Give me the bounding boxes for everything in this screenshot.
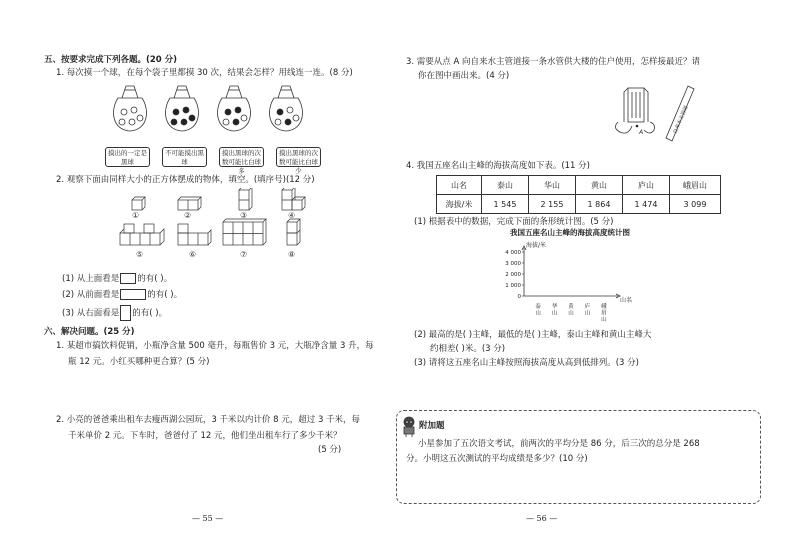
section6-q2-score: (5 分) <box>318 445 342 455</box>
section6-q2-line1: 2. 小亮的爸爸乘出租车去瘦西湖公园玩，3 千米以内计价 8 元，超过 3 千米，每 <box>56 415 361 425</box>
fill-1 <box>62 273 172 285</box>
table-name-1: 泰山 <box>482 176 529 195</box>
chart-xtick-4: 峨眉山 <box>599 303 606 323</box>
section6-q1-line1: 1. 某超市搞饮料促销，小瓶净含量 500 毫升，每瓶售价 3 元，大瓶净含量 3 升，每 <box>56 341 374 351</box>
chart-ytick-3: 3 000 <box>505 261 521 267</box>
table-name-3: 黄山 <box>576 176 623 195</box>
table-height-2: 2 155 <box>529 195 576 214</box>
fill-1-text-b: 的有( )。 <box>137 274 173 284</box>
chart-xtick-3: 庐山 <box>583 303 590 316</box>
q3-line1: 3. 需要从点 A 向自来水主管道接一条水管供大楼的住户使用，怎样接最近？请 <box>406 57 701 67</box>
table-head: 山名 <box>437 176 482 195</box>
chart-xtick-2: 黄山 <box>567 303 573 316</box>
q4-sub1: (1) 根据表中的数据，完成下面的条形统计图。(5 分) <box>414 217 614 227</box>
q4-sub2-line2: 约相差( )米。(3 分) <box>430 344 506 354</box>
table-height-5: 3 099 <box>670 195 721 214</box>
bag-2 <box>166 86 199 131</box>
cube-label-4: ④ <box>288 211 296 220</box>
building-pipe-illustration <box>610 82 700 144</box>
section6-title: 六、解决问题。(25 分) <box>44 327 135 337</box>
cube-label-3: ③ <box>240 211 248 220</box>
point-a-label: A <box>639 129 644 136</box>
fill-2-text-a: (2) 从前面看是 <box>62 290 120 300</box>
choice-4[interactable]: 摸出黑球的次数可能比白球少 <box>276 147 321 167</box>
bag-4 <box>270 86 303 131</box>
fill-3-text-a: (3) 从右面看是 <box>62 308 120 319</box>
pipe-label: 自来水主管道 <box>672 104 690 135</box>
fill-2-text-b: 的有( )。 <box>147 290 183 300</box>
bar-chart <box>470 226 670 324</box>
table-height-3: 1 864 <box>576 195 623 214</box>
choice-2[interactable]: 不可能摸出黑球 <box>162 147 207 167</box>
q4-sub3: (3) 请将这五座名山主峰按照海拔高度从高到低排列。(3 分) <box>414 358 639 368</box>
cube-label-1: ① <box>132 211 140 220</box>
fill-3 <box>62 305 167 321</box>
chart-xtick-0: 泰山 <box>534 303 541 316</box>
table-name-5: 峨眉山 <box>670 176 721 195</box>
extra-line2: 分。小明这五次测试的平均成绩是多少？(10 分) <box>406 454 588 464</box>
chart-title: 我国五座名山主峰的海拔高度统计图 <box>510 228 630 237</box>
table-height-4: 1 474 <box>623 195 670 214</box>
fill-3-text-b: 的有( )。 <box>132 308 168 319</box>
cube-label-2: ② <box>184 211 192 220</box>
q3-line2: 你在图中画出来。(4 分) <box>418 71 510 81</box>
chart-ytick-2: 2 000 <box>505 272 521 278</box>
fill-2 <box>62 289 182 301</box>
chart-ytick-4: 4 000 <box>505 250 521 256</box>
q4-title: 4. 我国五座名山主峰的海拔高度如下表。(11 分) <box>406 161 590 171</box>
fill-1-text-a: (1) 从上面看是 <box>62 274 120 284</box>
table-name-2: 华山 <box>529 176 576 195</box>
bag-1 <box>114 86 147 131</box>
table-row-label: 海拔/米 <box>437 195 482 214</box>
table-height-1: 1 545 <box>482 195 529 214</box>
cube-label-8: ⑧ <box>288 250 296 259</box>
mascot-icon <box>400 416 418 438</box>
chart-ylabel: 海拔/米 <box>526 242 547 249</box>
section5-q1: 1. 每次摸一个球，在每个袋子里都摸 30 次，结果会怎样？用线连一连。(8 分) <box>56 68 353 78</box>
extra-line1: 小星参加了五次语文考试，前两次的平均分是 86 分，后三次的总分是 268 <box>418 439 700 449</box>
cube-label-6: ⑥ <box>189 250 197 259</box>
section6-q1-line2: 瓶 12 元。小红买哪种更合算？(5 分) <box>68 357 210 367</box>
extra-title: 附加题 <box>419 421 445 431</box>
table-name-4: 庐山 <box>623 176 670 195</box>
view-shape-3 <box>120 305 131 321</box>
view-shape-2 <box>120 289 146 300</box>
chart-ytick-1: 1 000 <box>505 283 521 289</box>
bags-illustration <box>108 80 318 135</box>
choice-1[interactable]: 摸出的一定是黑球 <box>105 147 150 167</box>
page-number-left: — 55 — <box>192 514 224 523</box>
page-number-right: — 56 — <box>526 514 558 523</box>
chart-ytick-0: 0 <box>517 294 521 300</box>
section5-q2: 2. 观察下面由同样大小的正方体摆成的物体，填空。(填序号)(12 分) <box>56 175 315 185</box>
cube-label-7: ⑦ <box>240 250 248 259</box>
choice-3[interactable]: 摸出黑球的次数可能比白球多 <box>219 147 264 167</box>
q4-sub2-line1: (2) 最高的是( )主峰，最低的是( )主峰，泰山主峰和黄山主峰大 <box>414 330 652 340</box>
cube-label-5: ⑤ <box>136 250 144 259</box>
bag-3 <box>218 86 251 131</box>
chart-xtick-1: 华山 <box>550 303 557 316</box>
cube-figures <box>110 188 320 266</box>
view-shape-1 <box>120 273 136 284</box>
section6-q2-line2: 千米单价 2 元。下车时，爸爸付了 12 元，他们坐出租车行了多少千米？ <box>68 431 342 441</box>
peaks-table <box>436 175 721 214</box>
point-a[interactable] <box>636 125 639 128</box>
section5-title: 五、按要求完成下列各题。(20 分) <box>44 55 178 65</box>
chart-xlabel: 山名 <box>620 297 633 304</box>
